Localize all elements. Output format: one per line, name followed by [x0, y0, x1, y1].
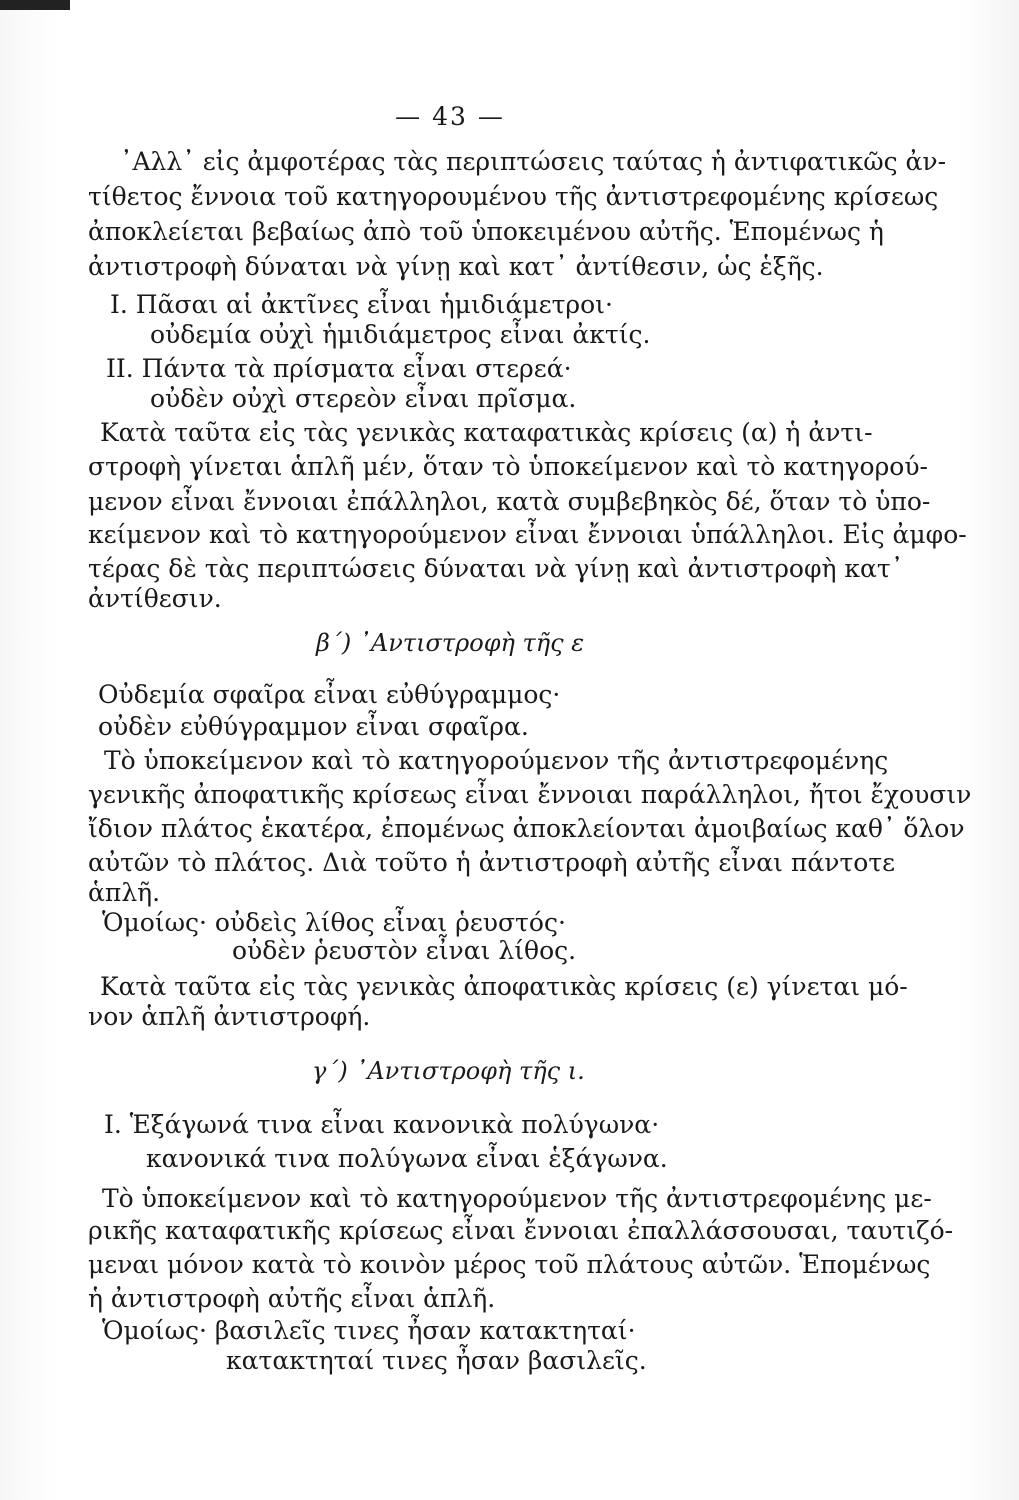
text-line: ἡ ἀντιστροφὴ αὐτῆς εἶναι ἁπλῆ.	[88, 1284, 496, 1313]
text-line: II. Πάντα τὰ πρίσματα εἶναι στερεά·	[106, 354, 572, 383]
text-line: αὐτῶν τὸ πλάτος. Διὰ τοῦτο ἡ ἀντιστροφὴ αὐτῆς εἶναι πάντοτε	[88, 848, 896, 877]
text-line: Κατὰ ταῦτα εἰς τὰς γενικὰς ἀποφατικὰς κρίσεις (ε) γίνεται μό-	[100, 972, 908, 1001]
text-line: οὐδεμία οὐχὶ ἡμιδιάμετρος εἶναι ἀκτίς.	[150, 320, 651, 349]
text-line: κανονικά τινα πολύγωνα εἶναι ἑξάγωνα.	[146, 1144, 668, 1173]
text-line: νον ἁπλῆ ἀντιστροφή.	[88, 1002, 371, 1031]
text-line: ρικῆς καταφατικῆς κρίσεως εἶναι ἔννοιαι ἐπαλλάσσουσαι, ταυτιζό-	[88, 1216, 954, 1245]
text-line: ἴδιον πλάτος ἑκατέρα, ἐπομένως ἀποκλείονται ἀμοιβαίως καθ᾿ ὅλον	[88, 814, 965, 843]
text-line: οὐδὲν εὐθύγραμμον εἶναι σφαῖρα.	[98, 712, 529, 741]
text-line: τέρας δὲ τὰς περιπτώσεις δύναται νὰ γίνῃ καὶ ἀντιστροφὴ κατ᾿	[88, 554, 904, 583]
scan-corner-mark	[0, 0, 70, 10]
text-line: Τὸ ὑποκείμενον καὶ τὸ κατηγορούμενον τῆς ἀντιστρεφομένης	[104, 746, 889, 775]
text-line: κείμενον καὶ τὸ κατηγορούμενον εἶναι ἔννοιαι ὑπάλληλοι. Εἰς ἀμφο-	[88, 520, 967, 549]
text-line: οὐδὲν ῥευστὸν εἶναι λίθος.	[232, 936, 577, 965]
text-line: ἀποκλείεται βεβαίως ἀπὸ τοῦ ὑποκειμένου αὐτῆς. Ἑπομένως ἡ	[88, 217, 884, 246]
page-number: — 43 —	[395, 102, 505, 131]
text-line: κατακτηταί τινες ἦσαν βασιλεῖς.	[226, 1346, 647, 1375]
text-line: ἀντίθεσιν.	[88, 584, 222, 613]
text-line: γενικῆς ἀποφατικῆς κρίσεως εἶναι ἔννοιαι παράλληλοι, ἤτοι ἔχουσιν	[88, 780, 972, 809]
section-heading-beta: β΄) ᾿Αντιστροφὴ τῆς ε	[316, 629, 585, 657]
text-line: τίθετος ἔννοια τοῦ κατηγορουμένου τῆς ἀντιστρεφομένης κρίσεως	[88, 182, 939, 211]
text-line: ἁπλῆ.	[88, 878, 161, 907]
text-line: Τὸ ὑποκείμενον καὶ τὸ κατηγορούμενον τῆς ἀντιστρεφομένης με-	[102, 1184, 932, 1213]
text-line: Ὁμοίως· βασιλεῖς τινες ἦσαν κατακτηταί·	[102, 1316, 636, 1345]
text-line: Κατὰ ταῦτα εἰς τὰς γενικὰς καταφατικὰς κρίσεις (α) ἡ ἀντι-	[100, 418, 873, 447]
text-line: ἀντιστροφὴ δύναται νὰ γίνῃ καὶ κατ᾿ ἀντίθεσιν, ὡς ἑξῆς.	[88, 252, 824, 281]
text-line: ᾿Αλλ᾿ εἰς ἀμφοτέρας τὰς περιπτώσεις ταύτας ἡ ἀντιφατικῶς ἀν-	[120, 147, 947, 176]
section-heading-gamma: γ΄) ᾿Αντιστροφὴ τῆς ι.	[312, 1057, 585, 1085]
text-line: I. Ἑξάγωνά τινα εἶναι κανονικὰ πολύγωνα·	[104, 1110, 660, 1139]
text-line: Ὁμοίως· οὐδεὶς λίθος εἶναι ῥευστός·	[102, 908, 566, 937]
text-line: I. Πᾶσαι αἱ ἀκτῖνες εἶναι ἡμιδιάμετροι·	[110, 290, 613, 319]
text-line: οὐδὲν οὐχὶ στερεὸν εἶναι πρῖσμα.	[150, 384, 577, 413]
text-line: Οὐδεμία σφαῖρα εἶναι εὐθύγραμμος·	[98, 680, 561, 709]
text-line: μεναι μόνον κατὰ τὸ κοινὸν μέρος τοῦ πλάτους αὐτῶν. Ἑπομένως	[88, 1250, 931, 1279]
text-line: στροφὴ γίνεται ἁπλῆ μέν, ὅταν τὸ ὑποκείμενον καὶ τὸ κατηγορού-	[88, 452, 928, 481]
text-line: μενον εἶναι ἔννοιαι ἐπάλληλοι, κατὰ συμβεβηκὸς δέ, ὅταν τὸ ὑπο-	[88, 487, 931, 516]
